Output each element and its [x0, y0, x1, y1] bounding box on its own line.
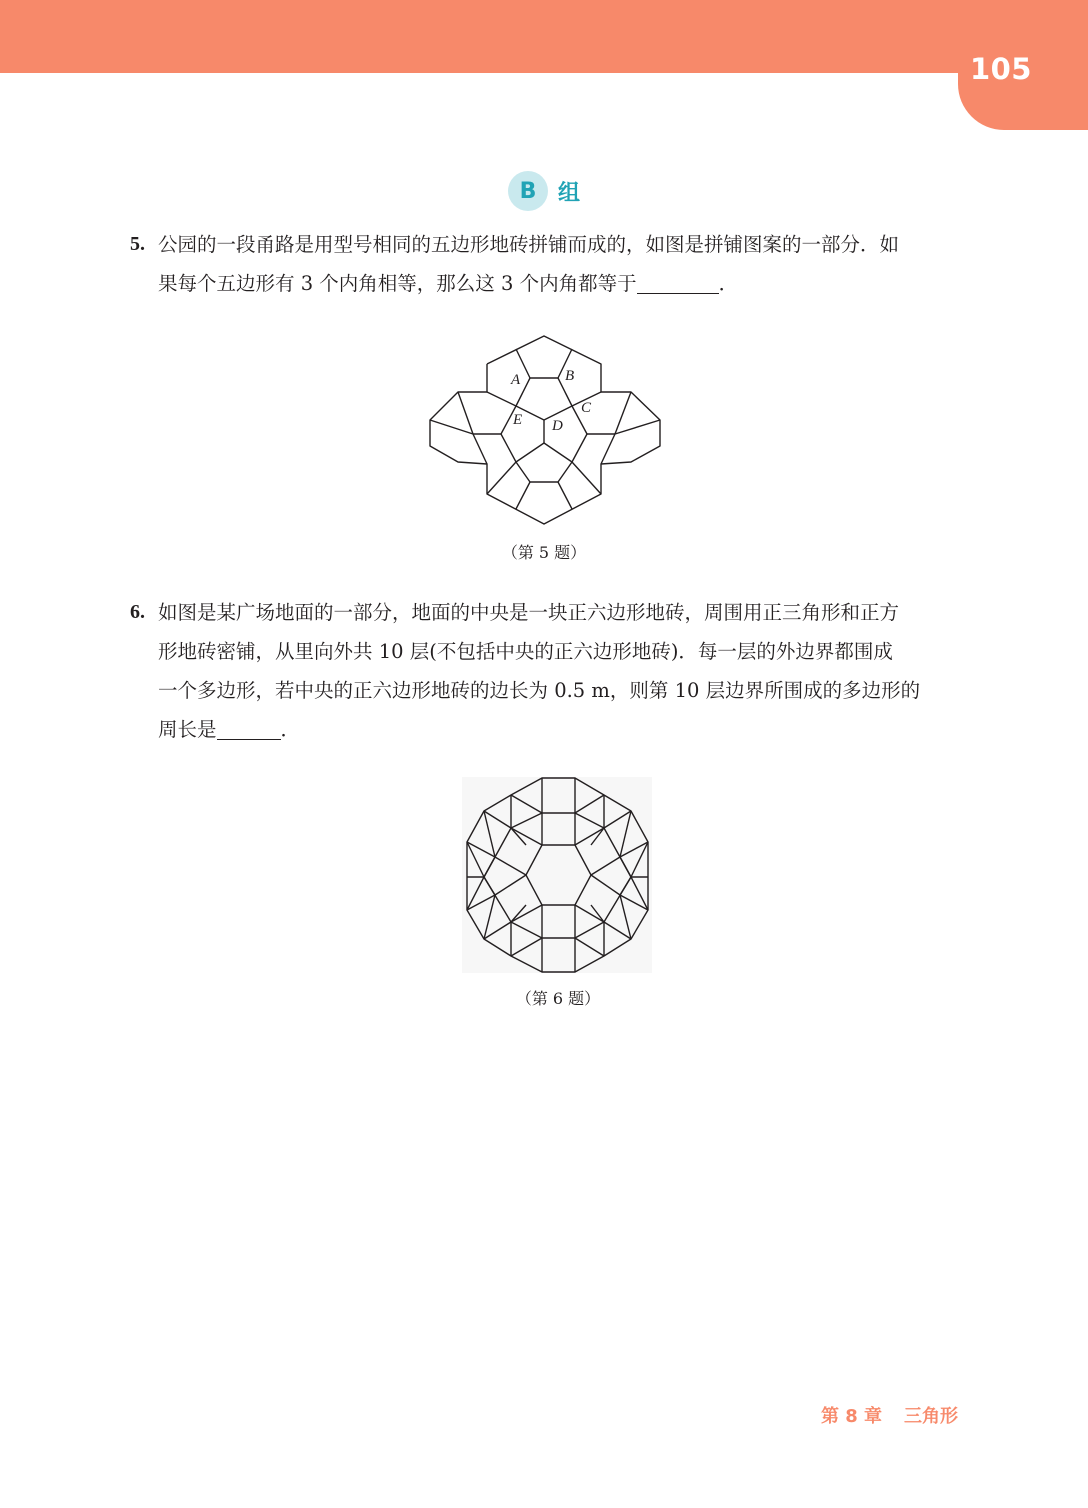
problem-6-line-2: 形地砖密铺，从里向外共 10 层(不包括中央的正六边形地砖)．每一层的外边界都围成: [158, 640, 893, 663]
problem-5: [130, 225, 960, 303]
figure-5-label-e: E: [513, 412, 523, 428]
tiling-edge-top: [516, 349, 572, 378]
figure-6-hexagon-tiling: [455, 770, 665, 980]
problem-5-number: 5.: [130, 233, 145, 255]
group-label: 组: [558, 180, 581, 206]
tiling-edge: [487, 462, 516, 494]
page-number: 105: [969, 52, 1032, 86]
problem-5-line-2-end: ．: [718, 272, 739, 295]
group-heading: [508, 170, 580, 212]
problem-6: [130, 593, 960, 749]
problem-6-line-1: 如图是某广场地面的一部分，地面的中央是一块正六边形地砖，周围用正三角形和正方: [158, 601, 900, 624]
tiling-edge: [615, 420, 660, 434]
tiling-edge: [516, 482, 530, 509]
figure-5-pentagon-tiling: [420, 325, 670, 535]
tiling-edge: [572, 462, 601, 494]
problem-5-line-1: 公园的一段甬路是用型号相同的五边形地砖拼铺而成的，如图是拼铺图案的一部分．如: [158, 233, 900, 256]
tiling-outline: [430, 336, 660, 524]
tiling-edge: [458, 392, 473, 434]
tiling-edge-bottom: [516, 462, 572, 482]
problem-6-line-4: [158, 710, 960, 749]
figure-5-label-a: A: [511, 372, 521, 388]
tiling-edge: [601, 434, 615, 464]
figure-5-label-d: D: [552, 418, 563, 434]
tiling-edge: [473, 434, 487, 464]
figure-5-caption: （第 5 题）: [501, 543, 587, 562]
problem-5-line-2: [158, 264, 960, 303]
problem-6-line-4-end: ．: [280, 718, 301, 741]
tiling-edge: [430, 420, 473, 434]
chapter-footer: [821, 1402, 958, 1428]
problem-6-answer-blank[interactable]: [217, 713, 281, 740]
figure-6-caption: （第 6 题）: [515, 989, 601, 1008]
group-badge: B: [508, 171, 548, 211]
problem-6-line-4-text: 周长是: [158, 718, 217, 741]
footer-title: 三角形: [904, 1406, 958, 1427]
problem-6-number: 6.: [130, 601, 145, 623]
header-band: [0, 0, 1088, 73]
problem-5-answer-blank[interactable]: [637, 267, 719, 294]
figure-5-label-c: C: [581, 400, 592, 416]
tiling-edge: [615, 392, 631, 434]
tiling-edge: [558, 482, 572, 509]
problem-5-line-2-text: 果每个五边形有 3 个内角相等，那么这 3 个内角都等于: [158, 272, 637, 295]
figure-5-label-b: B: [565, 368, 575, 384]
footer-chapter: 第 8 章: [820, 1406, 882, 1427]
problem-6-line-3: 一个多边形，若中央的正六边形地砖的边长为 0.5 m，则第 10 层边界所围成的多边形的: [158, 679, 921, 702]
